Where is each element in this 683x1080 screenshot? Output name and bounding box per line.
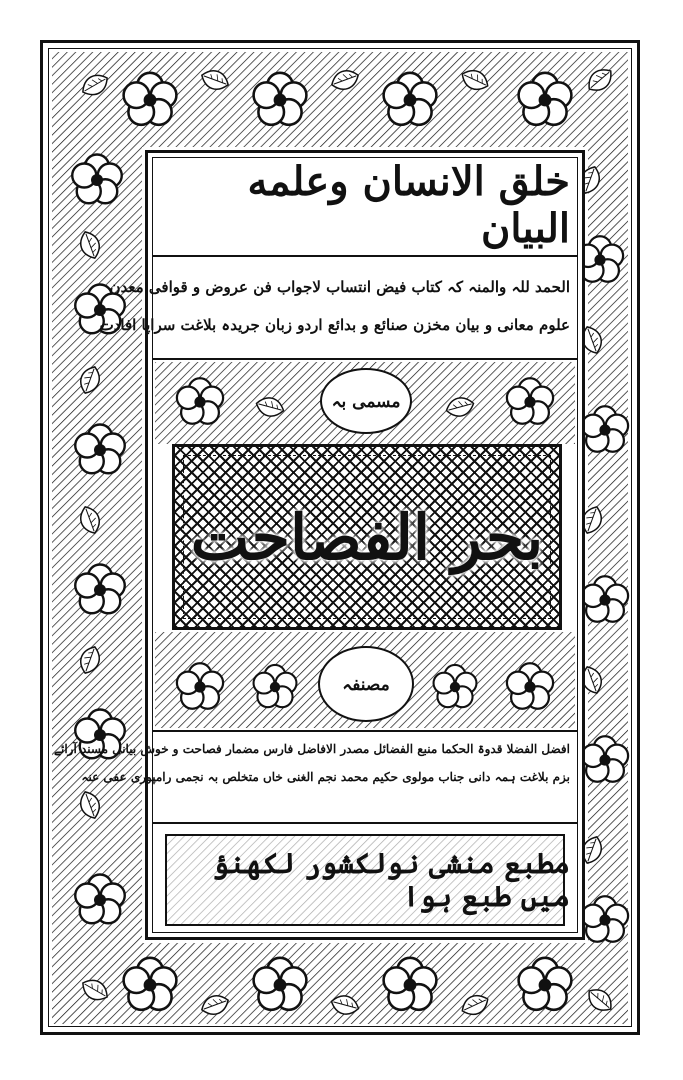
author-label: مصنفہ bbox=[342, 674, 390, 695]
divider bbox=[152, 730, 578, 732]
author-label-medallion bbox=[318, 646, 414, 722]
author-line-1: افضل الفضلا قدوۃ الحکما منبع الفضائل مصدر الافاضل فارس مضمار فصاحت و خوش بیانی مسند آرائے bbox=[53, 742, 570, 756]
headline: خلق الانسان وعلمه البیان bbox=[247, 158, 570, 252]
divider bbox=[152, 358, 578, 360]
intro-line-1: الحمد للہ والمنہ کہ کتاب فیض انتساب لاجواب فن عروض و قوافی معدن bbox=[109, 278, 570, 296]
intro-line-2: علوم معانی و بیان مخزن صنائع و بدائع اردو زبان جریدہ بلاغت سراپا افادت bbox=[99, 316, 570, 334]
author-line-2: بزم بلاغت ہمہ دانی جناب مولوی حکیم محمد نجم الغنی خاں متخلص بہ نجمی رامپوری عفی عنہ bbox=[81, 770, 570, 784]
book-title: بحر الفصاحت bbox=[190, 500, 544, 574]
divider bbox=[152, 822, 578, 824]
imprint: مطبع منشی نولکشور لکھنؤ میں طبع ہوا bbox=[212, 847, 570, 913]
title-label: مسمی بہ bbox=[331, 391, 401, 412]
title-label-medallion bbox=[320, 368, 412, 434]
divider bbox=[152, 255, 578, 257]
